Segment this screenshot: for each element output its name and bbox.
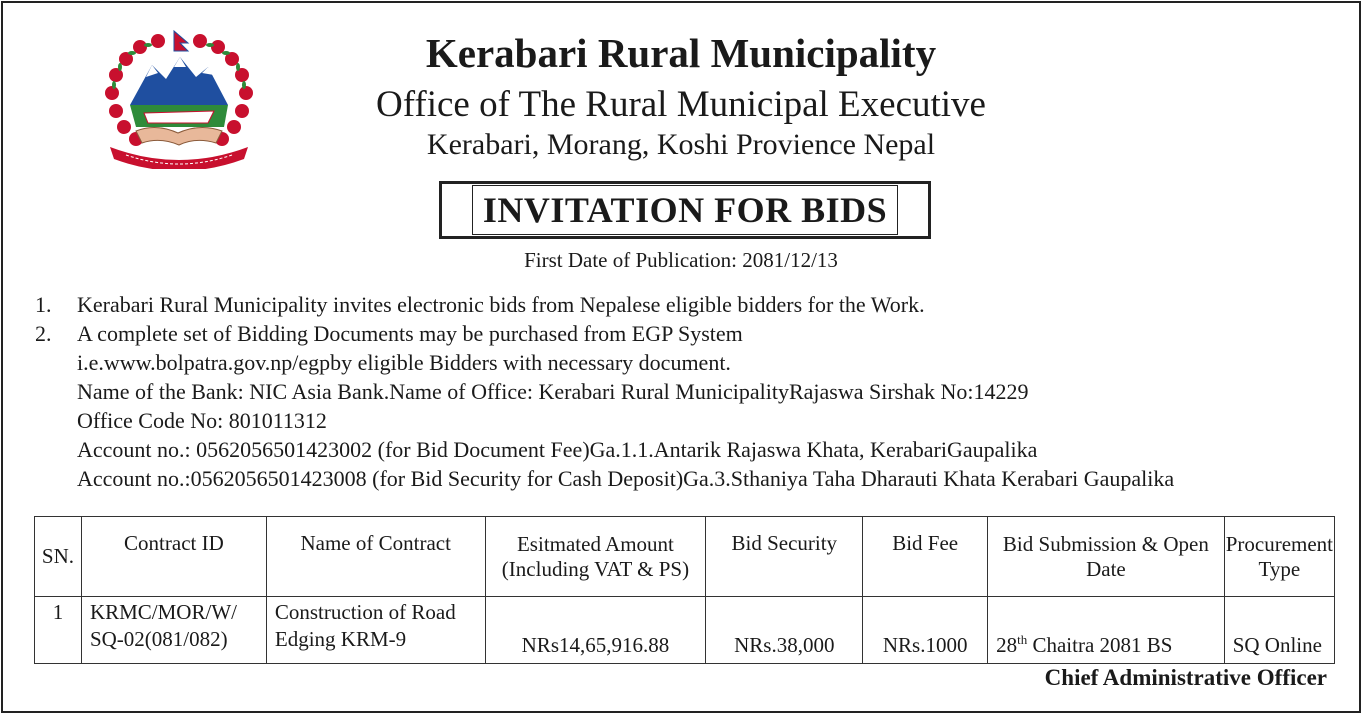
- header-procurement-line1: Procurement: [1225, 531, 1333, 556]
- header-amount: [485, 517, 706, 597]
- cell-amount: NRs14,65,916.88: [485, 597, 706, 664]
- contract-name-line2: Edging KRM-9: [274, 627, 407, 651]
- item-text: A complete set of Bidding Documents may be purchased from EGP System: [77, 321, 743, 346]
- submission-month-year: Chaitra 2081 BS: [1027, 633, 1173, 657]
- cell-sn: 1: [35, 597, 82, 664]
- publication-date: First Date of Publication: 2081/12/13: [524, 248, 838, 272]
- notice-title-box: [439, 181, 931, 239]
- item-number: 2.: [35, 321, 52, 346]
- bids-table: [34, 516, 1335, 664]
- bank-details: Name of the Bank: NIC Asia Bank.Name of Office: Kerabari Rural MunicipalityRajaswa Sirshak No:14229: [77, 379, 1029, 404]
- table-header-row: [35, 517, 1335, 597]
- header-fee: Bid Fee: [863, 517, 988, 597]
- cell-contract-name: [266, 597, 485, 664]
- contract-id-line2: SQ-02(081/082): [89, 627, 228, 651]
- list-item: [35, 319, 1174, 348]
- table-row: [35, 597, 1335, 664]
- header-procurement: [1224, 517, 1334, 597]
- item-number: 1.: [35, 292, 52, 317]
- header-submission-line2: Date: [1086, 556, 1126, 581]
- signature-title: Chief Administrative Officer: [1044, 665, 1327, 690]
- header-procurement-line2: Type: [1258, 556, 1301, 581]
- header-amount-line1: Esitmated Amount: [516, 531, 674, 556]
- notice-items: [35, 290, 1174, 493]
- header-submission: [988, 517, 1225, 597]
- cell-submission-date: [988, 597, 1225, 664]
- notice-page: [1, 1, 1361, 713]
- org-name: Kerabari Rural Municipality: [425, 30, 937, 76]
- account-fee: Account no.: 0562056501423002 (for Bid Document Fee)Ga.1.1.Antarik Rajaswa Khata, KerabariGaupalika: [77, 437, 1038, 462]
- contract-id-line1: KRMC/MOR/W/: [89, 600, 237, 624]
- header-submission-line1: Bid Submission & Open: [1002, 531, 1209, 556]
- list-item: [35, 290, 1174, 319]
- header-amount-line2: (Including VAT & PS): [501, 556, 690, 581]
- cell-security: NRs.38,000: [706, 597, 863, 664]
- office-code: Office Code No: 801011312: [77, 408, 327, 433]
- office-name: Office of The Rural Municipal Executive: [376, 84, 986, 125]
- header-sn: SN.: [35, 517, 82, 597]
- header-contract-name: Name of Contract: [266, 517, 485, 597]
- item-text: i.e.www.bolpatra.gov.np/egpby eligible Bidders with necessary document.: [77, 350, 731, 375]
- cell-procurement: SQ Online: [1224, 597, 1334, 664]
- contract-name-line1: Construction of Road: [274, 600, 456, 624]
- header-contract-id: Contract ID: [81, 517, 266, 597]
- header-security: Bid Security: [706, 517, 863, 597]
- submission-day: 28: [996, 633, 1018, 657]
- office-address: Kerabari, Morang, Koshi Provience Nepal: [426, 128, 936, 161]
- account-security: Account no.:0562056501423008 (for Bid Security for Cash Deposit)Ga.3.Sthaniya Taha Dharauti Khata Kerabari Gaupalika: [77, 466, 1175, 491]
- submission-day-suffix: th: [1017, 632, 1028, 647]
- cell-fee: NRs.1000: [863, 597, 988, 664]
- notice-title: INVITATION FOR BIDS: [472, 185, 898, 235]
- cell-contract-id: [81, 597, 266, 664]
- item-text: Kerabari Rural Municipality invites electronic bids from Nepalese eligible bidders for the Work.: [77, 292, 925, 317]
